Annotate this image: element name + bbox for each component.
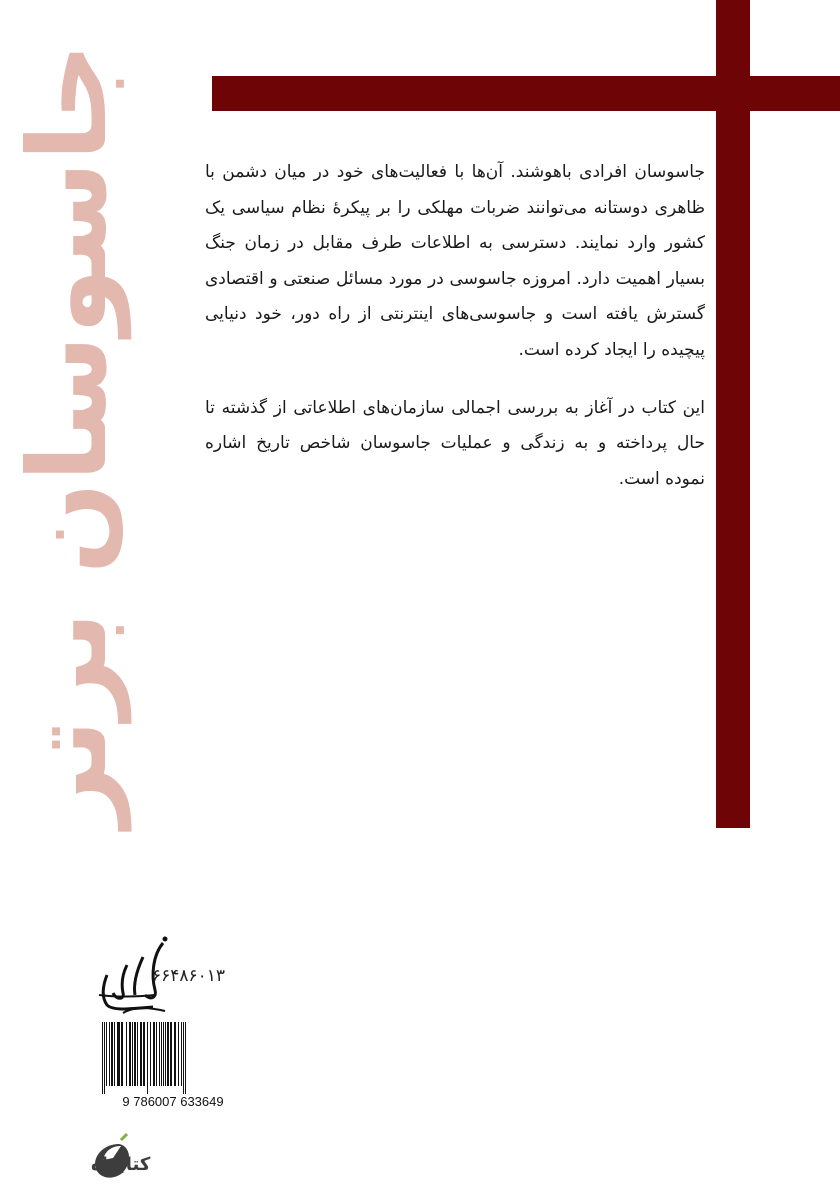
- barcode-bar: [147, 1022, 148, 1094]
- barcode-bar: [183, 1022, 184, 1094]
- barcode-bar: [163, 1022, 164, 1086]
- barcode-bar: [134, 1022, 136, 1086]
- vertical-title: [6, 42, 160, 828]
- barcode-bar: [153, 1022, 155, 1086]
- barcode-bar: [165, 1022, 166, 1086]
- barcode-bar: [121, 1022, 123, 1086]
- ketabrah-wordmark: کتابراه: [91, 1154, 151, 1175]
- barcode-bar: [109, 1022, 110, 1086]
- barcode-bar: [174, 1022, 176, 1086]
- barcode-bar: [140, 1022, 142, 1086]
- blurb-paragraph-1: جاسوسان افرادی باهوشند. آن‌ها با فعالیت‌های خود در میان دشمن با ظاهری دوستانه می‌توانند ضربات مهلکی را بر پیکرهٔ نظام سیاسی یک کشور وارد نمایند. دسترسی به اطلاعات طرف مقابل در زمان جنگ بسیار اهمیت دارد. امروزه جاسوسی در مورد مسائل صنعتی و اقتصادی گسترش یافته است و جاسوسی‌های اینترنتی از راه دور، خود دنیایی پیچیده را ایجاد کرده است.: [205, 162, 705, 360]
- barcode-svg: [88, 1020, 258, 1108]
- barcode-bar: [111, 1022, 113, 1086]
- barcode-bar: [104, 1022, 105, 1094]
- barcode-bar: [167, 1022, 169, 1086]
- isbn-barcode: [88, 1020, 258, 1108]
- barcode-number: 9 786007 633649: [122, 1094, 224, 1109]
- cross-vertical-bar: [716, 0, 750, 828]
- barcode-bar: [129, 1022, 131, 1086]
- barcode-bar: [150, 1022, 151, 1086]
- ketabrah-brand: [25, 1130, 151, 1190]
- barcode-bar: [185, 1022, 186, 1094]
- barcode-bar: [159, 1022, 160, 1086]
- barcode-bar: [137, 1022, 138, 1086]
- barcode-bar: [106, 1022, 107, 1086]
- barcode-bar: [117, 1022, 120, 1086]
- barcode-bar: [181, 1022, 182, 1086]
- ketabrah-logo-svg: [25, 1130, 151, 1190]
- barcode-bar: [132, 1022, 133, 1086]
- back-cover-blurb: [205, 155, 705, 497]
- barcode-bar: [170, 1022, 172, 1086]
- barcode-bar: [161, 1022, 162, 1086]
- barcode-bar: [178, 1022, 179, 1086]
- barcode-bar: [114, 1022, 115, 1086]
- barcode-bar: [156, 1022, 157, 1086]
- barcode-bar: [102, 1022, 103, 1094]
- vertical-title-svg: [6, 42, 160, 828]
- cross-horizontal-bar: [212, 76, 840, 111]
- vertical-title-text: جاسوسان برتر: [6, 42, 131, 828]
- blurb-paragraph-2: این کتاب در آغاز به بررسی اجمالی سازمان‌های اطلاعاتی از گذشته تا حال پرداخته و به زندگی و عملیات جاسوسان شاخص تاریخ اشاره نموده است.: [205, 397, 705, 489]
- barcode-bar: [143, 1022, 145, 1086]
- barcode-bar: [126, 1022, 127, 1086]
- publisher-phone: ۶۶۴۸۶۰۱۳: [152, 966, 226, 986]
